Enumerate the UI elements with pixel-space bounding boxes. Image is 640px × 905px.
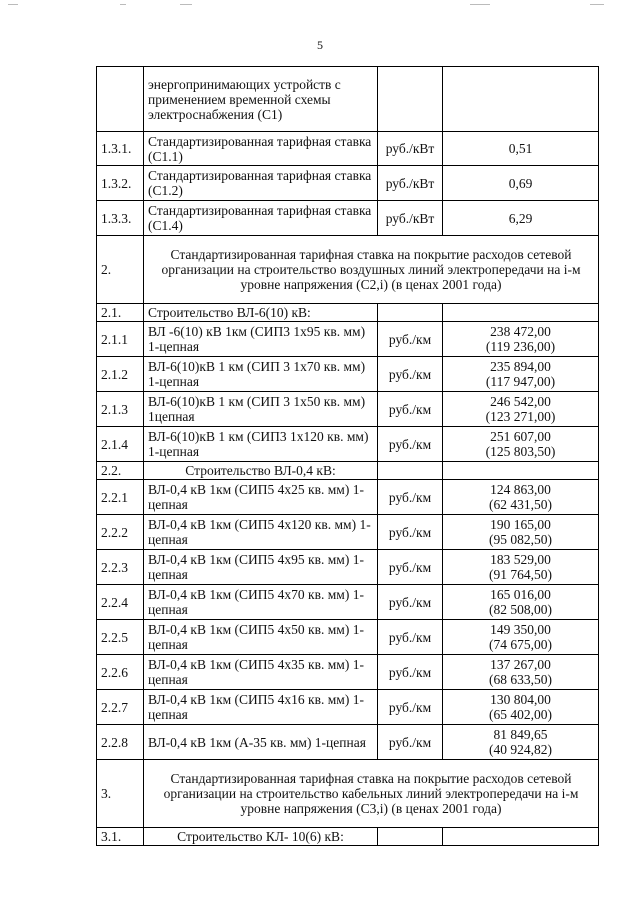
row-value-secondary: (119 236,00) [485,339,556,354]
table-row [97,392,599,427]
row-value [443,427,599,462]
row-value-secondary: (65 402,00) [489,707,552,722]
row-description: Стандартизированная тарифная ставка (С1.2) [144,166,378,201]
row-unit [378,462,443,480]
row-description: ВЛ-0,4 кВ 1км (СИП5 4х70 кв. мм) 1- цепная [144,585,378,620]
row-description: Стандартизированная тарифная ставка на покрытие расходов сетевой организации на строительство кабельных линий электропередачи на i-м уровне напряжения (С3,i) (в ценах 2001 года) [144,760,599,828]
row-unit: руб./км [378,585,443,620]
row-value [443,67,599,132]
row-value-primary: 0,51 [508,141,533,156]
row-number: 3.1. [97,828,144,846]
row-value-primary: 183 529,00 [490,552,551,567]
row-value-primary: 165 016,00 [490,587,551,602]
row-unit: руб./кВт [378,132,443,166]
row-unit: руб./км [378,550,443,585]
row-number: 1.3.3. [97,201,144,236]
table-row [97,462,599,480]
row-value [443,655,599,690]
scan-artifact [120,4,126,5]
row-value [443,201,599,236]
row-value [443,357,599,392]
table-row [97,620,599,655]
row-value [443,725,599,760]
scan-artifact [180,4,192,5]
row-unit [378,67,443,132]
row-value-primary: 137 267,00 [490,657,551,672]
row-description: ВЛ-0,4 кВ 1км (СИП5 4х35 кв. мм) 1- цепная [144,655,378,690]
row-value [443,828,599,846]
row-value-secondary: (95 082,50) [489,532,552,547]
row-number: 2.2.5 [97,620,144,655]
row-number: 1.3.1. [97,132,144,166]
row-value-secondary: (40 924,82) [489,742,552,757]
row-unit: руб./км [378,392,443,427]
row-value [443,322,599,357]
row-description: ВЛ-0,4 кВ 1км (А-35 кв. мм) 1-цепная [144,725,378,760]
row-number: 2. [97,236,144,304]
row-number: 2.2.6 [97,655,144,690]
table-row [97,67,599,132]
table-row [97,304,599,322]
row-value-secondary: (125 803,50) [485,444,556,459]
row-number: 3. [97,760,144,828]
row-value [443,550,599,585]
row-value-secondary: (91 764,50) [489,567,552,582]
row-description: ВЛ-0,4 кВ 1км (СИП5 4х95 кв. мм) 1- цепная [144,550,378,585]
row-value-primary: 190 165,00 [490,517,551,532]
row-unit [378,828,443,846]
row-description: энергопринимающих устройств с применением временной схемы электроснабжения (С1) [144,67,378,132]
row-description: Стандартизированная тарифная ставка (С1.1) [144,132,378,166]
row-value [443,480,599,515]
row-number: 2.2. [97,462,144,480]
table-row [97,760,599,828]
row-value-primary: 81 849,65 [493,727,548,742]
row-value-primary: 124 863,00 [490,482,551,497]
table-row [97,201,599,236]
row-number: 2.2.2 [97,515,144,550]
row-number: 1.3.2. [97,166,144,201]
row-number [97,67,144,132]
row-number: 2.2.7 [97,690,144,725]
row-description: ВЛ-0,4 кВ 1км (СИП5 4х120 кв. мм) 1- цепная [144,515,378,550]
row-unit: руб./км [378,515,443,550]
row-description: Стандартизированная тарифная ставка на покрытие расходов сетевой организации на строительство воздушных линий электропередачи на i-м уровне напряжения (С2,i) (в ценах 2001 года) [144,236,599,304]
row-unit: руб./кВт [378,166,443,201]
row-value-primary: 235 894,00 [490,359,551,374]
row-unit [378,304,443,322]
table-row [97,515,599,550]
row-value-secondary: (117 947,00) [485,374,556,389]
row-value [443,515,599,550]
row-unit: руб./км [378,480,443,515]
row-unit: руб./км [378,725,443,760]
row-number: 2.1.2 [97,357,144,392]
table-row [97,236,599,304]
row-unit: руб./км [378,620,443,655]
row-value [443,585,599,620]
table-row [97,690,599,725]
row-description: Стандартизированная тарифная ставка (С1.4) [144,201,378,236]
row-unit: руб./км [378,690,443,725]
row-description: ВЛ-6(10)кВ 1 км (СИП 3 1х50 кв. мм) 1цепная [144,392,378,427]
row-number: 2.1.4 [97,427,144,462]
row-value-primary: 251 607,00 [490,429,551,444]
row-value [443,304,599,322]
table-row [97,132,599,166]
row-description: ВЛ -6(10) кВ 1км (СИП3 1х95 кв. мм) 1-цепная [144,322,378,357]
row-description: Строительство ВЛ-6(10) кВ: [144,304,378,322]
row-value [443,392,599,427]
row-description: ВЛ-6(10)кВ 1 км (СИП3 1х120 кв. мм) 1-цепная [144,427,378,462]
row-description: ВЛ-0,4 кВ 1км (СИП5 4х50 кв. мм) 1- цепная [144,620,378,655]
row-description: ВЛ-6(10)кВ 1 км (СИП 3 1х70 кв. мм) 1-цепная [144,357,378,392]
table-row [97,427,599,462]
row-number: 2.1.1 [97,322,144,357]
row-value [443,166,599,201]
row-value-primary: 238 472,00 [490,324,551,339]
table-row [97,585,599,620]
scan-artifact [590,4,604,5]
row-value-secondary: (82 508,00) [489,602,552,617]
row-value-primary: 149 350,00 [490,622,551,637]
row-value [443,690,599,725]
row-unit: руб./км [378,357,443,392]
row-description: Строительство ВЛ-0,4 кВ: [144,462,378,480]
row-description: ВЛ-0,4 кВ 1км (СИП5 4х25 кв. мм) 1- цепная [144,480,378,515]
table-row [97,480,599,515]
row-description: Строительство КЛ- 10(6) кВ: [144,828,378,846]
row-unit: руб./кВт [378,201,443,236]
row-value [443,620,599,655]
table-row [97,322,599,357]
row-value-secondary: (123 271,00) [485,409,556,424]
scan-artifact [470,4,490,5]
row-value [443,132,599,166]
table-row [97,550,599,585]
row-unit: руб./км [378,427,443,462]
scan-artifact [8,4,18,5]
table-row [97,166,599,201]
row-description: ВЛ-0,4 кВ 1км (СИП5 4х16 кв. мм) 1- цепная [144,690,378,725]
row-value-primary: 6,29 [508,210,533,226]
table-row [97,828,599,846]
row-value-secondary: (62 431,50) [489,497,552,512]
page-number: 5 [317,38,323,52]
row-number: 2.2.8 [97,725,144,760]
row-value-primary: 246 542,00 [490,394,551,409]
tariff-table [96,66,599,846]
row-number: 2.2.1 [97,480,144,515]
table-row [97,357,599,392]
row-value-primary: 130 804,00 [490,692,551,707]
row-number: 2.1.3 [97,392,144,427]
table-row [97,655,599,690]
row-value-secondary: (74 675,00) [489,637,552,652]
row-value-primary: 0,69 [508,175,533,191]
row-number: 2.2.3 [97,550,144,585]
row-number: 2.2.4 [97,585,144,620]
table-row [97,725,599,760]
row-number: 2.1. [97,304,144,322]
row-value-secondary: (68 633,50) [489,672,552,687]
row-unit: руб./км [378,322,443,357]
row-unit: руб./км [378,655,443,690]
row-value [443,462,599,480]
